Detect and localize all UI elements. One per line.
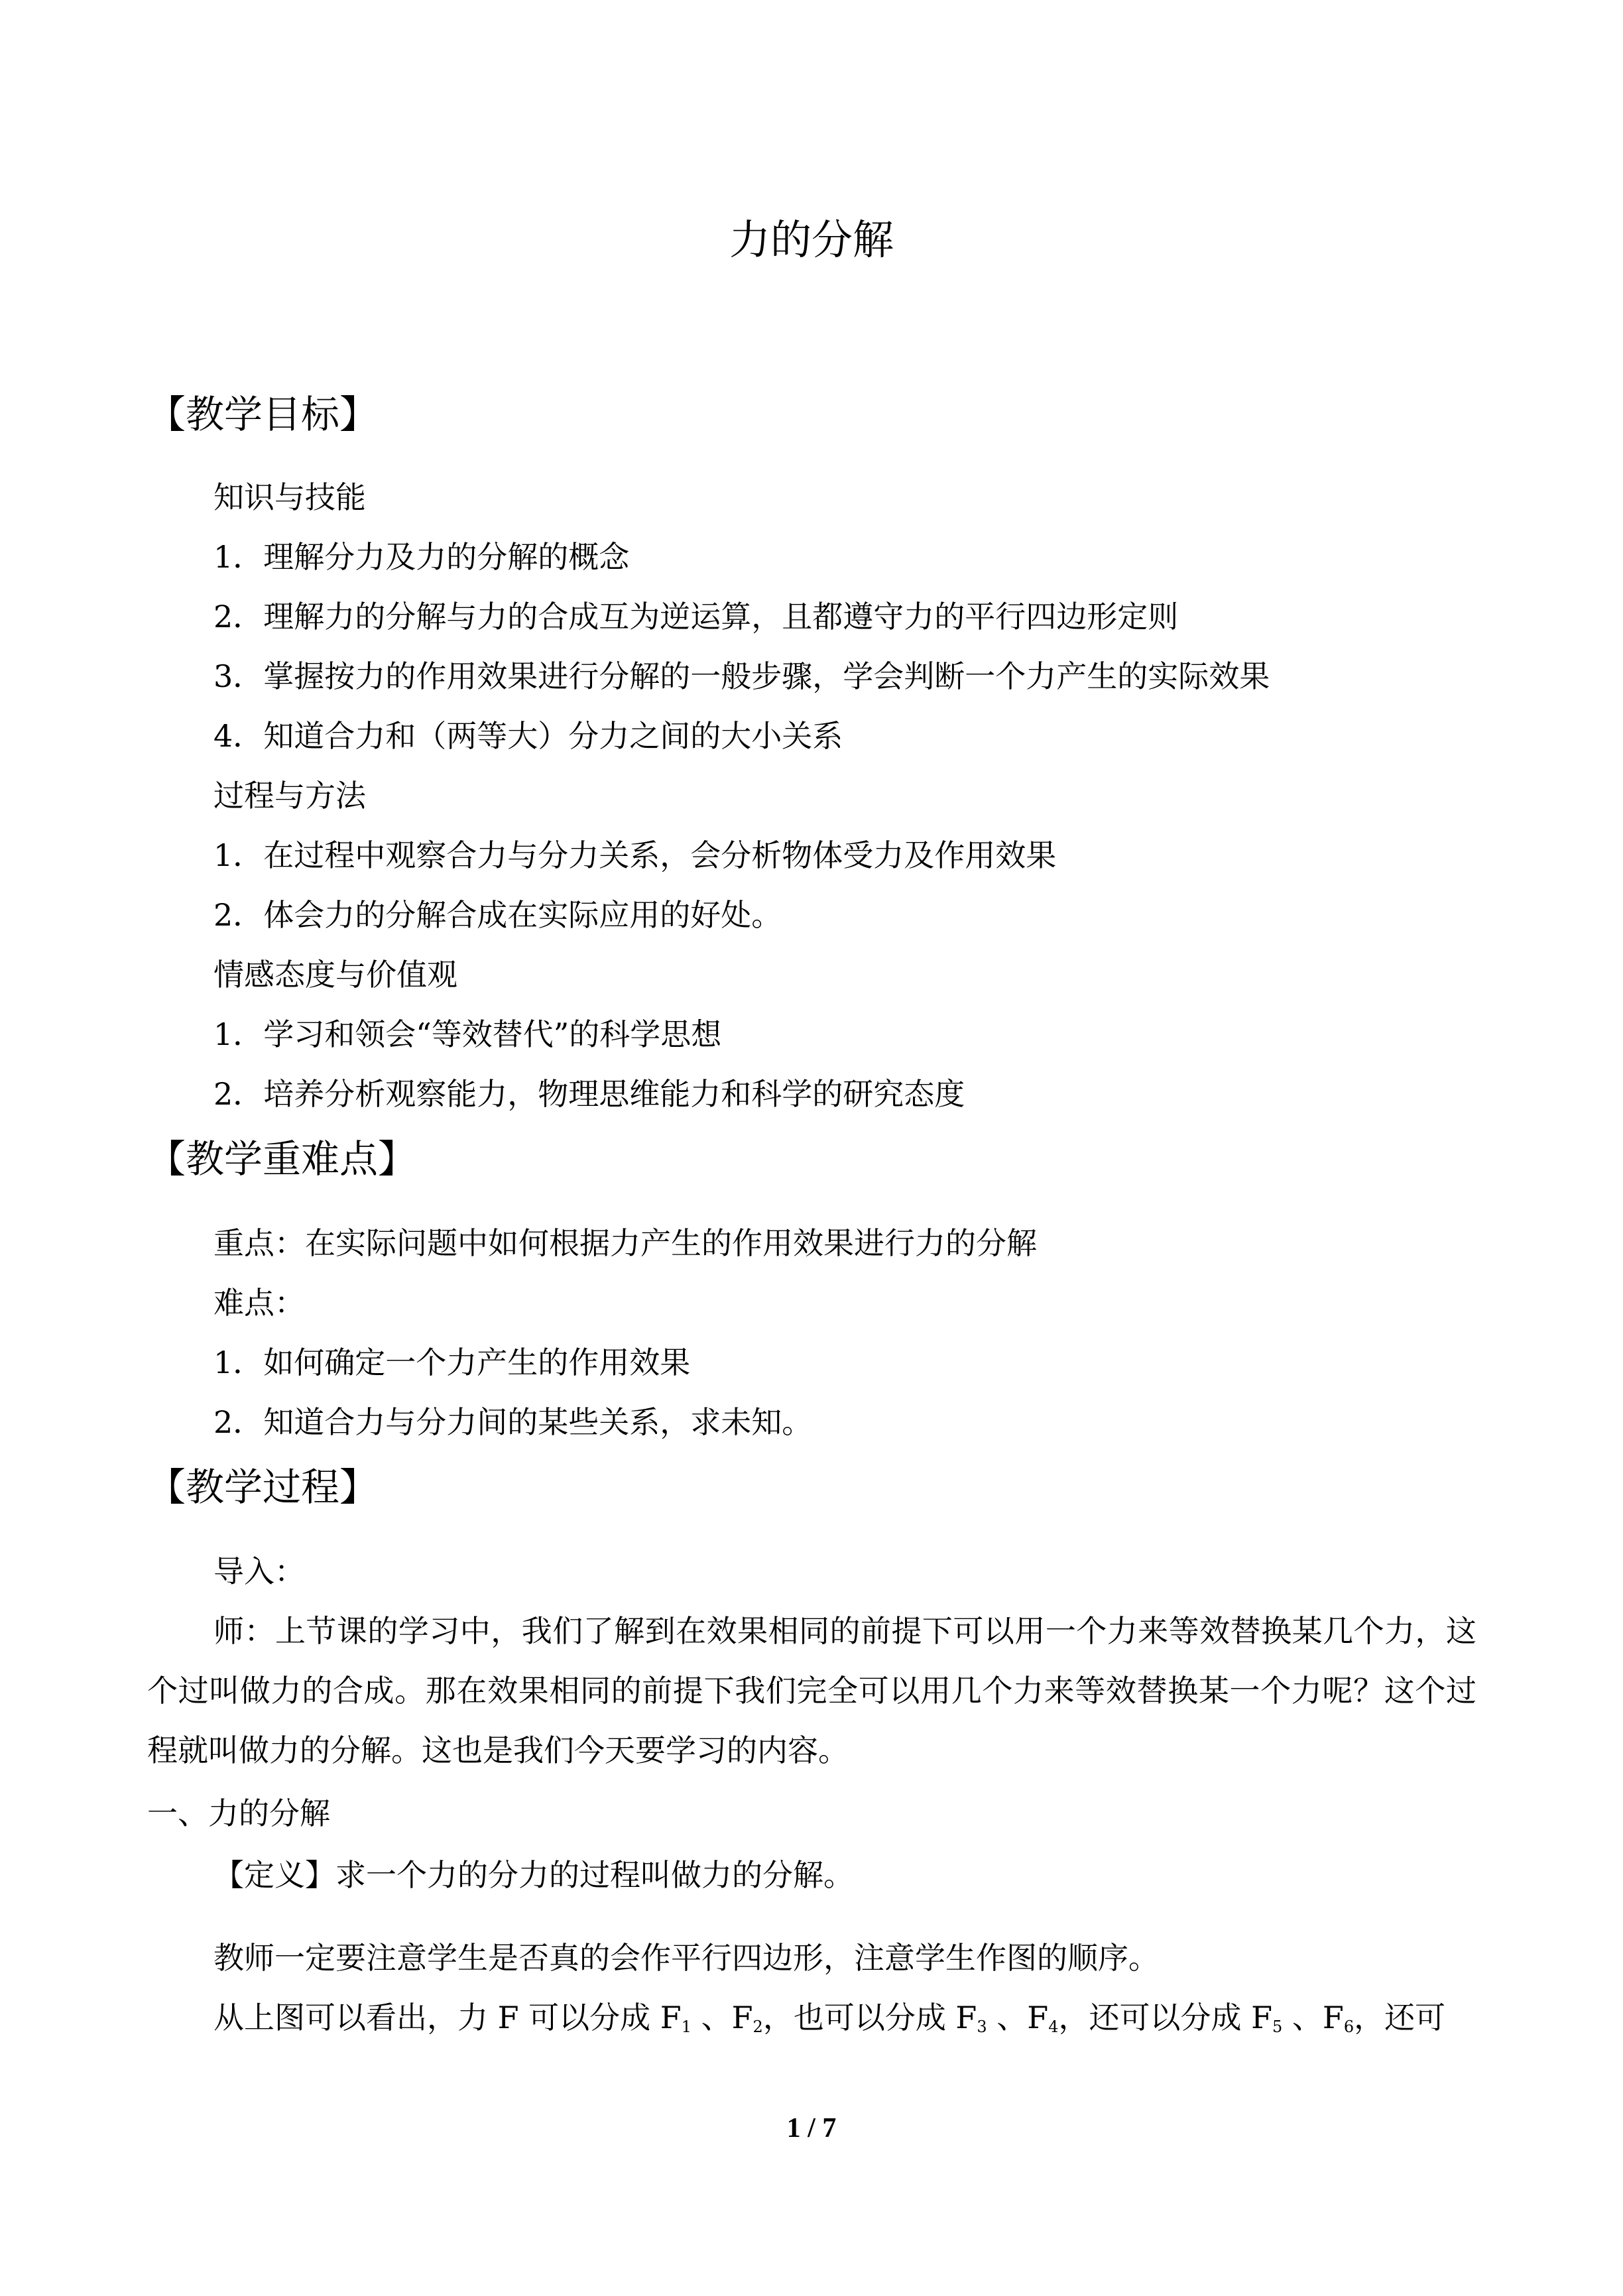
subscript: 4: [1048, 2018, 1059, 2036]
page-number: 1 / 7: [786, 2113, 837, 2144]
heading-key-points: 【教学重难点】: [147, 1136, 417, 1181]
difficulty-item-2: 2．知道合力与分力间的某些关系，求未知。: [213, 1404, 813, 1440]
difficulty-label: 难点：: [213, 1285, 305, 1321]
teacher-note: 教师一定要注意学生是否真的会作平行四边形，注意学生作图的顺序。: [213, 1940, 1159, 1976]
knowledge-item-2: 2．理解力的分解与力的合成互为逆运算，且都遵守力的平行四边形定则: [213, 599, 1179, 634]
emotion-item-2: 2．培养分析观察能力，物理思维能力和科学的研究态度: [213, 1076, 965, 1112]
intro-label: 导入：: [213, 1553, 305, 1589]
focus-line: 重点：在实际问题中如何根据力产生的作用效果进行力的分解: [213, 1225, 1037, 1261]
subscript: 2: [752, 2018, 763, 2036]
figure-text-part: ，还可以分成 F: [1058, 2000, 1273, 2035]
process-item-1: 1．在过程中观察合力与分力关系，会分析物体受力及作用效果: [213, 837, 1057, 873]
emotion-item-1: 1．学习和领会“等效替代”的科学思想: [213, 1016, 722, 1052]
definition-line: 【定义】求一个力的分力的过程叫做力的分解。: [213, 1857, 854, 1893]
process-label: 过程与方法: [213, 778, 366, 814]
intro-paragraph: 师：上节课的学习中，我们了解到在效果相同的前提下可以用一个力来等效替换某几个力，这个过叫做力的合成。那在效果相同的前提下我们完全可以用几个力来等效替换某一个力呢？这个过程就叫做力的分解。这也是我们今天要学习的内容。: [147, 1613, 1476, 1768]
subscript: 6: [1343, 2018, 1354, 2036]
figure-text-part: ，也可以分成 F: [762, 2000, 977, 2035]
subscript: 1: [681, 2018, 691, 2036]
knowledge-item-4: 4．知道合力和（两等大）分力之间的大小关系: [213, 718, 843, 754]
heading-process: 【教学过程】: [147, 1465, 379, 1510]
knowledge-label: 知识与技能: [213, 479, 366, 515]
figure-explanation: [213, 1994, 1445, 2050]
section-one-title: 一、力的分解: [147, 1795, 330, 1831]
heading-objectives: 【教学目标】: [147, 392, 379, 437]
subscript: 3: [977, 2018, 987, 2036]
subscript: 5: [1272, 2018, 1283, 2036]
figure-text-part: ，还可: [1354, 2000, 1446, 2035]
figure-text-part: 、F: [987, 2000, 1049, 2035]
difficulty-item-1: 1．如何确定一个力产生的作用效果: [213, 1345, 691, 1380]
figure-text-part: 、F: [1282, 2000, 1344, 2035]
emotion-label: 情感态度与价值观: [213, 957, 457, 993]
knowledge-item-1: 1．理解分力及力的分解的概念: [213, 539, 630, 575]
knowledge-item-3: 3．掌握按力的作用效果进行分解的一般步骤，学会判断一个力产生的实际效果: [213, 658, 1270, 694]
process-item-2: 2．体会力的分解合成在实际应用的好处。: [213, 897, 782, 933]
figure-text-part: 、F: [691, 2000, 753, 2035]
page-title: 力的分解: [729, 215, 894, 264]
figure-text-part: 从上图可以看出，力 F 可以分成 F: [213, 2000, 682, 2035]
